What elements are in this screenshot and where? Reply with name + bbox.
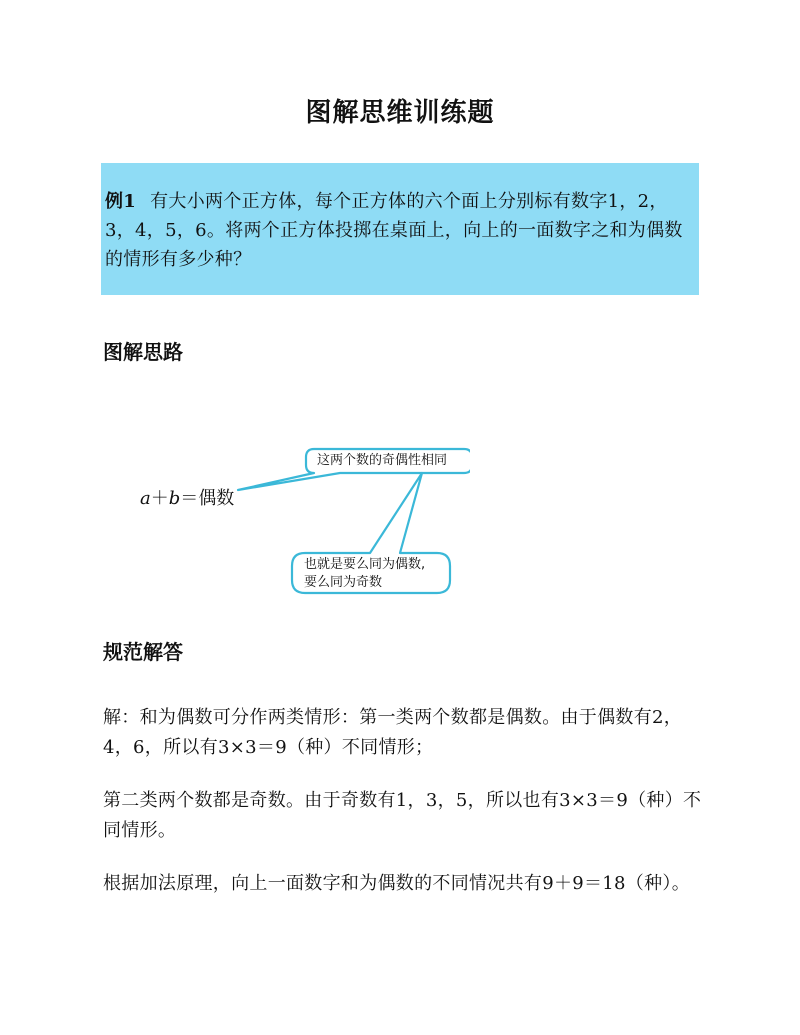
formula bbox=[140, 484, 234, 510]
formula-plus: ＋ bbox=[150, 488, 169, 509]
example-label: 例1 bbox=[105, 191, 137, 212]
example-box bbox=[101, 163, 699, 295]
example-question: 有大小两个正方体，每个正方体的六个面上分别标有数字1，2，3，4，5，6。将两个正方体投掷在桌面上，向上的一面数字之和为偶数的情形有多少种？ bbox=[105, 191, 683, 270]
bottom-callout-line-1: 也就是要么同为偶数, bbox=[304, 557, 426, 572]
solution-paragraph-1: 解：和为偶数可分作两类情形：第一类两个数都是偶数。由于偶数有2，4，6，所以有3×3＝9（种）不同情形； bbox=[103, 707, 683, 758]
solution-paragraph-2: 第二类两个数都是奇数。由于奇数有1，3，5，所以也有3×3＝9（种）不同情形。 bbox=[103, 790, 702, 841]
formula-rest: ＝偶数 bbox=[180, 488, 235, 509]
formula-var-a: a bbox=[140, 488, 151, 509]
bottom-callout-text bbox=[304, 556, 425, 592]
formula-var-b: b bbox=[168, 488, 181, 509]
diagram-heading: 图解思路 bbox=[103, 340, 183, 364]
top-callout-text: 这两个数的奇偶性相同 bbox=[317, 453, 448, 468]
bottom-callout-line-2: 要么同为奇数 bbox=[304, 575, 383, 590]
page-title: 图解思维训练题 bbox=[305, 98, 495, 128]
thinking-diagram bbox=[130, 440, 470, 610]
solution-heading: 规范解答 bbox=[103, 640, 183, 664]
example-text-block bbox=[105, 187, 695, 274]
solution-paragraph-3: 根据加法原理，向上一面数字和为偶数的不同情况共有9＋9＝18（种）。 bbox=[103, 873, 691, 894]
